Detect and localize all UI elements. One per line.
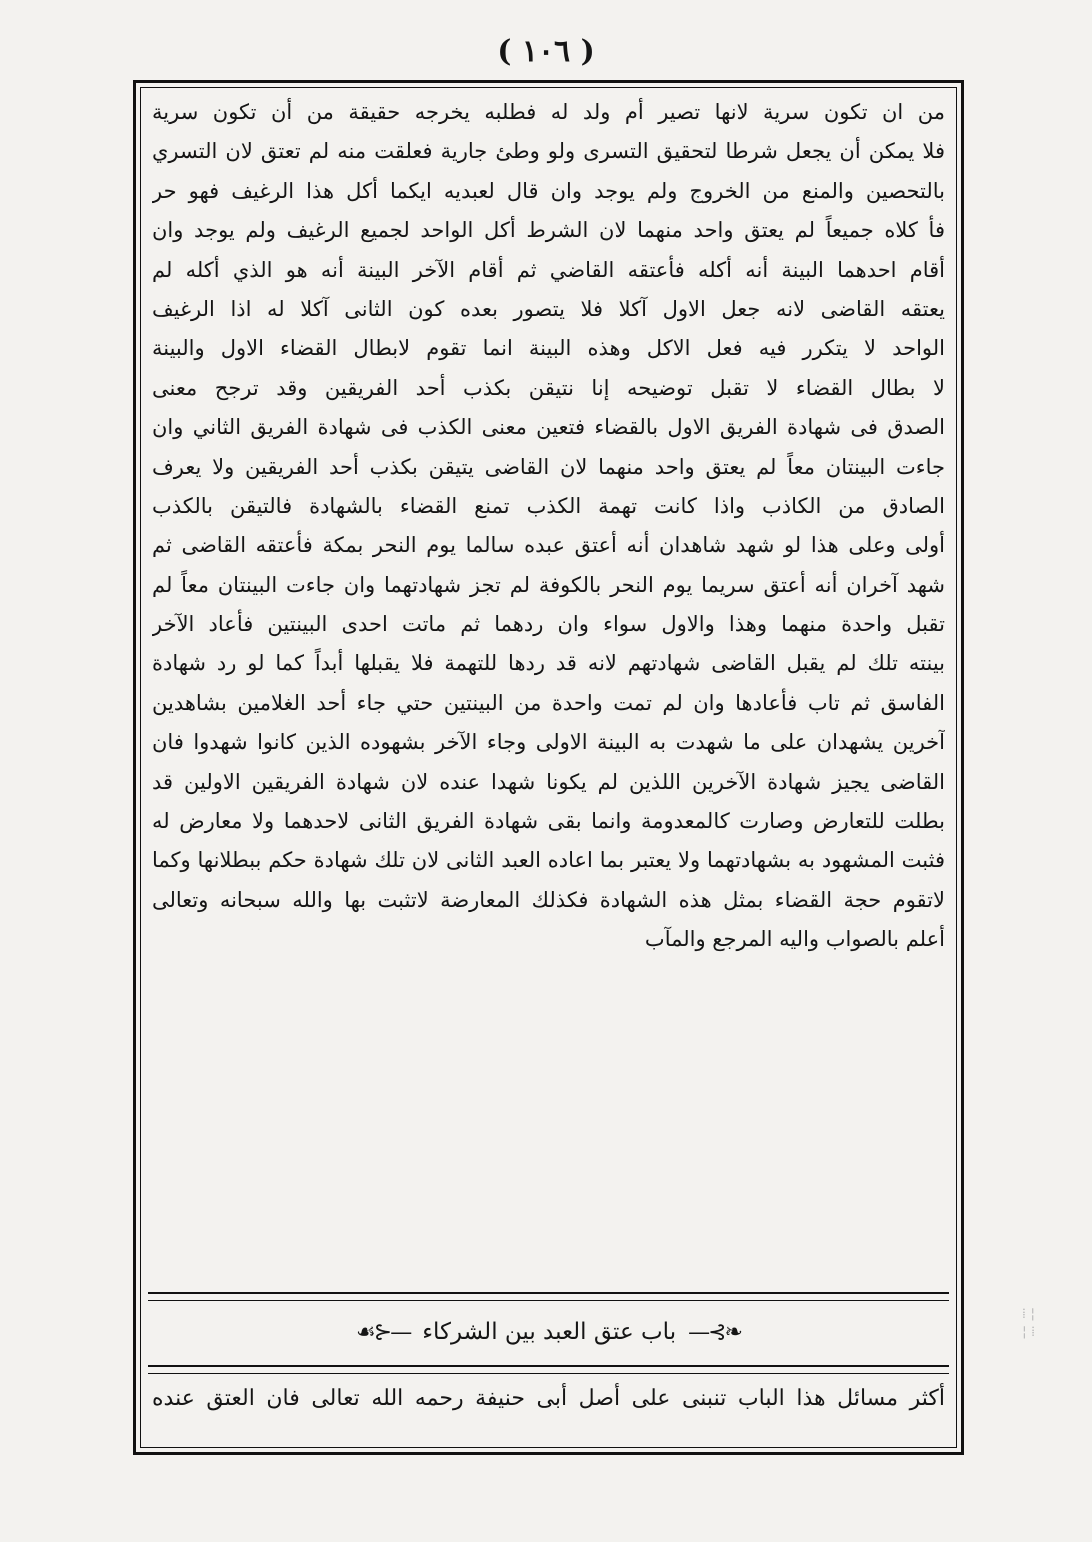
ornament-left-icon: —⊰☙ xyxy=(356,1319,411,1345)
text-line: الواحد لا يتكرر فيه فعل الاكل وهذه البينة انما تقوم لابطال القضاء الاول والبينة xyxy=(152,336,945,361)
body-text xyxy=(152,93,945,960)
page-number: ( ١٠٦ ) xyxy=(497,34,595,69)
text-line: الفاسق ثم تاب فأعادها وان لم تمت واحدة من البينتين حتي جاء أحد الغلامين بشاهدين xyxy=(152,690,945,715)
text-line: الصدق فى شهادة الفريق الاول بالقضاء فتعين معنى الكذب فى شهادة الفريق الثاني وان xyxy=(152,415,945,440)
text-line: فثبت المشهود به بشهادتهما ولا يعتبر بما اعاده العبد الثانى لان تلك شهادة حكم ببطلانها وكما xyxy=(152,848,945,873)
chapter-first-line: أكثر مسائل هذا الباب تنبنى على أصل أبى حنيفة رحمه الله تعالى فان العتق عنده xyxy=(152,1386,945,1411)
page-frame xyxy=(133,80,964,1455)
section-divider-bottom xyxy=(148,1365,949,1374)
text-line: بينته تلك لم يقبل القاضى شهادتهم لانه قد ردها للتهمة فلا يقبلها أبداً كما لو رد شهادة xyxy=(152,651,945,676)
text-line: أقام احدهما البينة أنه أكله فأعتقه القاضي ثم أقام الآخر البينة أنه هو الذي أكله لم xyxy=(152,257,945,282)
chapter-heading xyxy=(148,1303,949,1361)
text-line: يعتقه القاضى لانه جعل الاول آكلا فلا يتصور بعده كون الثانى آكلا له اذا الرغيف xyxy=(152,296,945,321)
text-line-final: أعلم بالصواب واليه المرجع والمآب xyxy=(644,927,945,952)
ornament-right-icon: ❧⊱— xyxy=(688,1319,741,1345)
section-divider-top xyxy=(148,1292,949,1301)
text-line: جاءت البينتان معاً لم يعتق واحد منهما لان القاضى يتيقن بكذب أحد الفريقين ولا يعرف xyxy=(152,454,945,479)
text-line: الصادق من الكاذب واذا كانت تهمة الكذب تمنع القضاء بالشهادة فالتيقن بالكذب xyxy=(152,493,945,518)
chapter-title: باب عتق العبد بين الشركاء xyxy=(422,1319,677,1345)
text-line: القاضى يجيز شهادة الآخرين اللذين لم يكونا شهدا عنده لان شهادة الفريقين الاولين قد xyxy=(152,769,945,794)
text-line: لا بطال القضاء لا تقبل توضيحه إنا نتيقن بكذب أحد الفريقين وقد ترجح معنى xyxy=(152,375,945,400)
text-line: فلا يمكن أن يجعل شرطا لتحقيق التسرى ولو وطئ جارية فعلقت منه لم تعتق لان التسري xyxy=(152,139,945,164)
text-line: تقبل واحدة منهما وهذا والاول سواء وان ردهما ثم ماتت احدى البينتين فأعاد الآخر xyxy=(152,612,945,637)
text-line: بالتحصين والمنع من الخروج ولم يوجد وان قال لعبديه ايكما أكل هذا الرغيف فهو حر xyxy=(152,178,945,203)
margin-bleed-marks: ⁞ ¦ ¦ ⁞ xyxy=(1022,1306,1036,1340)
text-line: فأ كلاه جميعاً لم يعتق واحد منهما لان الشرط أكل الواحد لجميع الرغيف ولم يوجد وان xyxy=(152,218,945,243)
text-line: بطلت للتعارض وصارت كالمعدومة وانما بقى شهادة الفريق الثانى لاحدهما ولا معارض له xyxy=(152,809,945,834)
text-line: لاتقوم حجة القضاء بمثل هذه الشهادة فكذلك المعارضة لاتثبت بها والله سبحانه وتعالى xyxy=(152,887,945,912)
text-line: من ان تكون سرية لانها تصير أم ولد له فطلبه يخرجه حقيقة من أن تكون سرية xyxy=(152,100,945,124)
text-line: أولى وعلى هذا لو شهد شاهدان أنه أعتق عبده سالما يوم النحر بمكة فأعتقه القاضى ثم xyxy=(152,533,945,558)
text-line: آخرين يشهدان على ما شهدت به البينة الاولى وجاء الآخر بشهوده الذين كانوا شهدوا فان xyxy=(152,730,945,755)
text-line: شهد آخران أنه أعتق سريما يوم النحر بالكوفة لم تجز شهادتهما وان جاءت البينتان معاً لم xyxy=(152,572,945,597)
